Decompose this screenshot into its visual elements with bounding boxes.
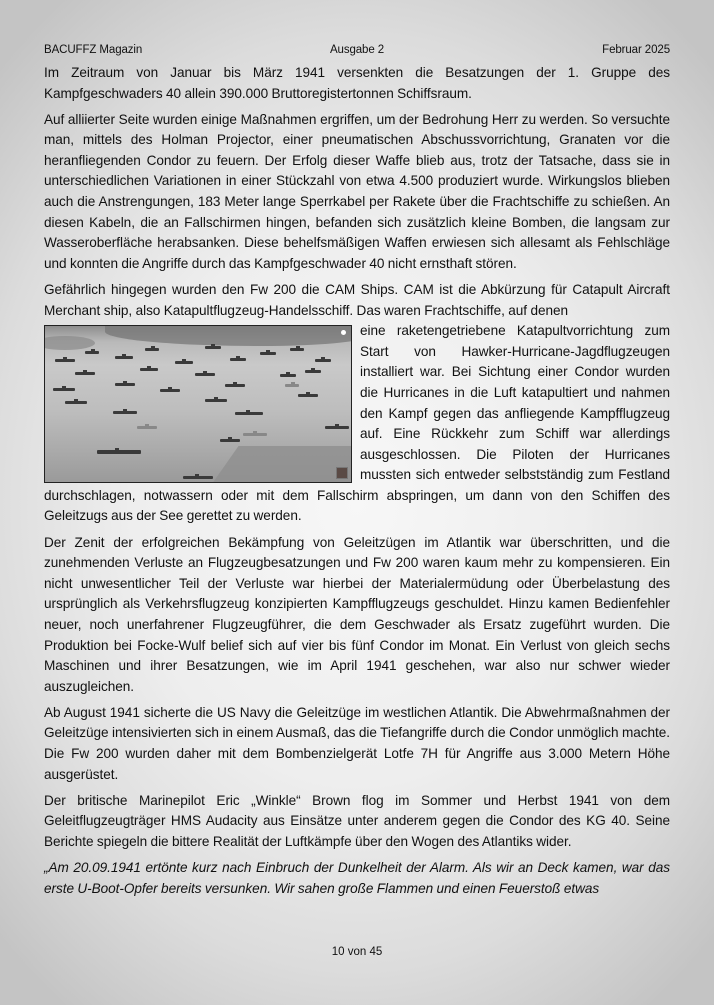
page-header: [44, 44, 670, 58]
ship: [298, 394, 318, 397]
ship: [140, 368, 158, 371]
ship: [285, 384, 299, 387]
ship: [243, 433, 267, 436]
ship: [280, 374, 296, 377]
ship: [137, 426, 157, 429]
shoreline: [105, 325, 352, 346]
ship: [85, 351, 99, 354]
ship: [65, 401, 87, 404]
ship: [115, 356, 133, 359]
ship: [115, 383, 135, 386]
page-indicator: 10 von 45: [331, 946, 383, 958]
ship: [97, 450, 141, 454]
issue-date: Februar 2025: [602, 44, 670, 56]
ship: [205, 399, 227, 402]
ship: [75, 372, 95, 375]
paragraph-us-navy: Ab August 1941 sicherte die US Navy die Geleitzüge im westlichen Atlantik. Die Abwehrmaßnahmen der Geleitzüge intensivierten sich in einem Ausmaß, das die Tiefangriffe durch die Condor unmöglich machte. Die Fw 200 wurden daher mit dem Bombenzielgerät Lotfe 7H für Angriffe aus 3.000 Metern Höhe ausgerüstet.: [44, 704, 670, 782]
ship: [113, 411, 137, 414]
issue-label: Ausgabe 2: [329, 44, 385, 56]
ship: [55, 359, 75, 362]
shoreline-left: [44, 336, 95, 350]
publication-name: BACUFFZ Magazin: [44, 44, 143, 56]
ship: [160, 389, 180, 392]
ship: [235, 412, 263, 415]
ship: [260, 352, 276, 355]
ship: [175, 361, 193, 364]
ship: [305, 370, 321, 373]
thumbnail-icon: [336, 467, 348, 479]
ship: [225, 384, 245, 387]
ship: [220, 439, 240, 442]
ship: [183, 476, 213, 479]
ship: [325, 426, 349, 429]
paragraph-allied-measures: Auf alliierter Seite wurden einige Maßnahmen ergriffen, um der Bedrohung Herr zu werden. So versuchte man, mittels des Holman Projector, einer pneumatischen Abschussvorrichtung, Granaten vor die heranfliegenden Condor zu feuern. Der Erfolg dieser Waffe blieb aus, trotz der Tatsache, dass sie in unterschiedlichen Variationen in einer Stückzahl von etwa 4.500 produziert wurde. Wirkungslos blieben auch die Anstrengungen, 183 Meter lange Sperrkabel per Rakete über die Frachtschiffe zu schießen. An diesen Kabeln, die an Fallschirmen hingen, befanden sich zusätzlich kleine Bomben, die langsam zur Wasseroberfläche herabsanken. Diese behelfsmäßigen Waffen erwiesen sich allesamt als Fehlschläge und konnten die Angriffe durch das Kampfgeschwader 40 nicht ernsthaft stören.: [44, 111, 670, 271]
paragraph-cam-ships-intro: Gefährlich hingegen wurden den Fw 200 die CAM Ships. CAM ist die Abkürzung für Catapult Aircraft Merchant ship, also Katapultflugzeug-Handelsschiff. Das waren Frachtschiffe, auf denen: [44, 281, 670, 318]
convoy-photo: [44, 325, 352, 483]
paragraph-winkle-brown: Der britische Marinepilot Eric „Winkle“ Brown flog im Sommer und Herbst 1941 von dem Geleitflugzeugträger HMS Audacity aus Einsätze unter anderem gegen die Condor des KG 40. Seine Berichte spiegeln die bittere Realität der Luftkämpfe über den Wogen des Atlantiks wider.: [44, 792, 670, 849]
ship: [315, 359, 331, 362]
paragraph-cam-ships-detail: eine raketengetriebene Katapultvorrichtung zum Start von Hawker-Hurricane-Jagdflugzeugen installiert war. Bei Sichtung einer Condor wurden die Hurricanes in die Luft katapultiert und nahmen den Kampf gegen das anfliegende Kampfflugzeug auf. Eine Rückkehr zum Schiff war allerdings ausgeschlossen. Die Piloten der Hurricanes mussten sich entweder selbstständig zum Festland durchschlagen, notwassern oder mit dem Fallschirm abspringen, um dann von den Schiffen des Geleitzugs aus der See gerettet zu werden.: [44, 323, 670, 524]
paragraph-zenith-losses: Der Zenit der erfolgreichen Bekämpfung von Geleitzügen im Atlantik war überschritten, und die zunehmenden Verluste an Flugzeugbesatzungen und Fw 200 waren kaum mehr zu kompensieren. Ein nicht unwesentlicher Teil der Verluste war hierbei der Materialermüdung oder Überbelastung des ursprünglich als Verkehrsflugzeug konzipierten Kampfflugzeugs geschuldet. Hinzu kamen Bedienfehler neuer, noch unerfahrener Flugzeugführer, die dem Geschwader als Ersatz zugeführt wurden. Die Produktion bei Focke-Wulf belief sich auf vier bis fünf Condor im Monat. Ein Verlust von gleich sechs Maschinen und ihrer Besatzungen, wie im April 1941 geschehen, war also nur schwer wieder auszugleichen.: [44, 534, 670, 694]
ship: [145, 348, 159, 351]
quote-brown-report: „Am 20.09.1941 ertönte kurz nach Einbruch der Dunkelheit der Alarm. Als wir an Deck kamen, war das erste U-Boot-Opfer bereits versunken. Wir sahen große Flammen und einen Feuerstoß etwas: [44, 859, 670, 896]
ship: [53, 388, 75, 391]
article-body: [44, 63, 670, 905]
ship: [290, 348, 304, 351]
ship: [195, 373, 215, 376]
paragraph-losses-1941: Im Zeitraum von Januar bis März 1941 versenkten die Besatzungen der 1. Gruppe des Kampfgeschwaders 40 allein 390.000 Bruttoregistertonnen Schiffsraum.: [44, 65, 670, 101]
aircraft-wing: [203, 446, 352, 483]
ship: [230, 358, 246, 361]
ship: [205, 346, 221, 349]
